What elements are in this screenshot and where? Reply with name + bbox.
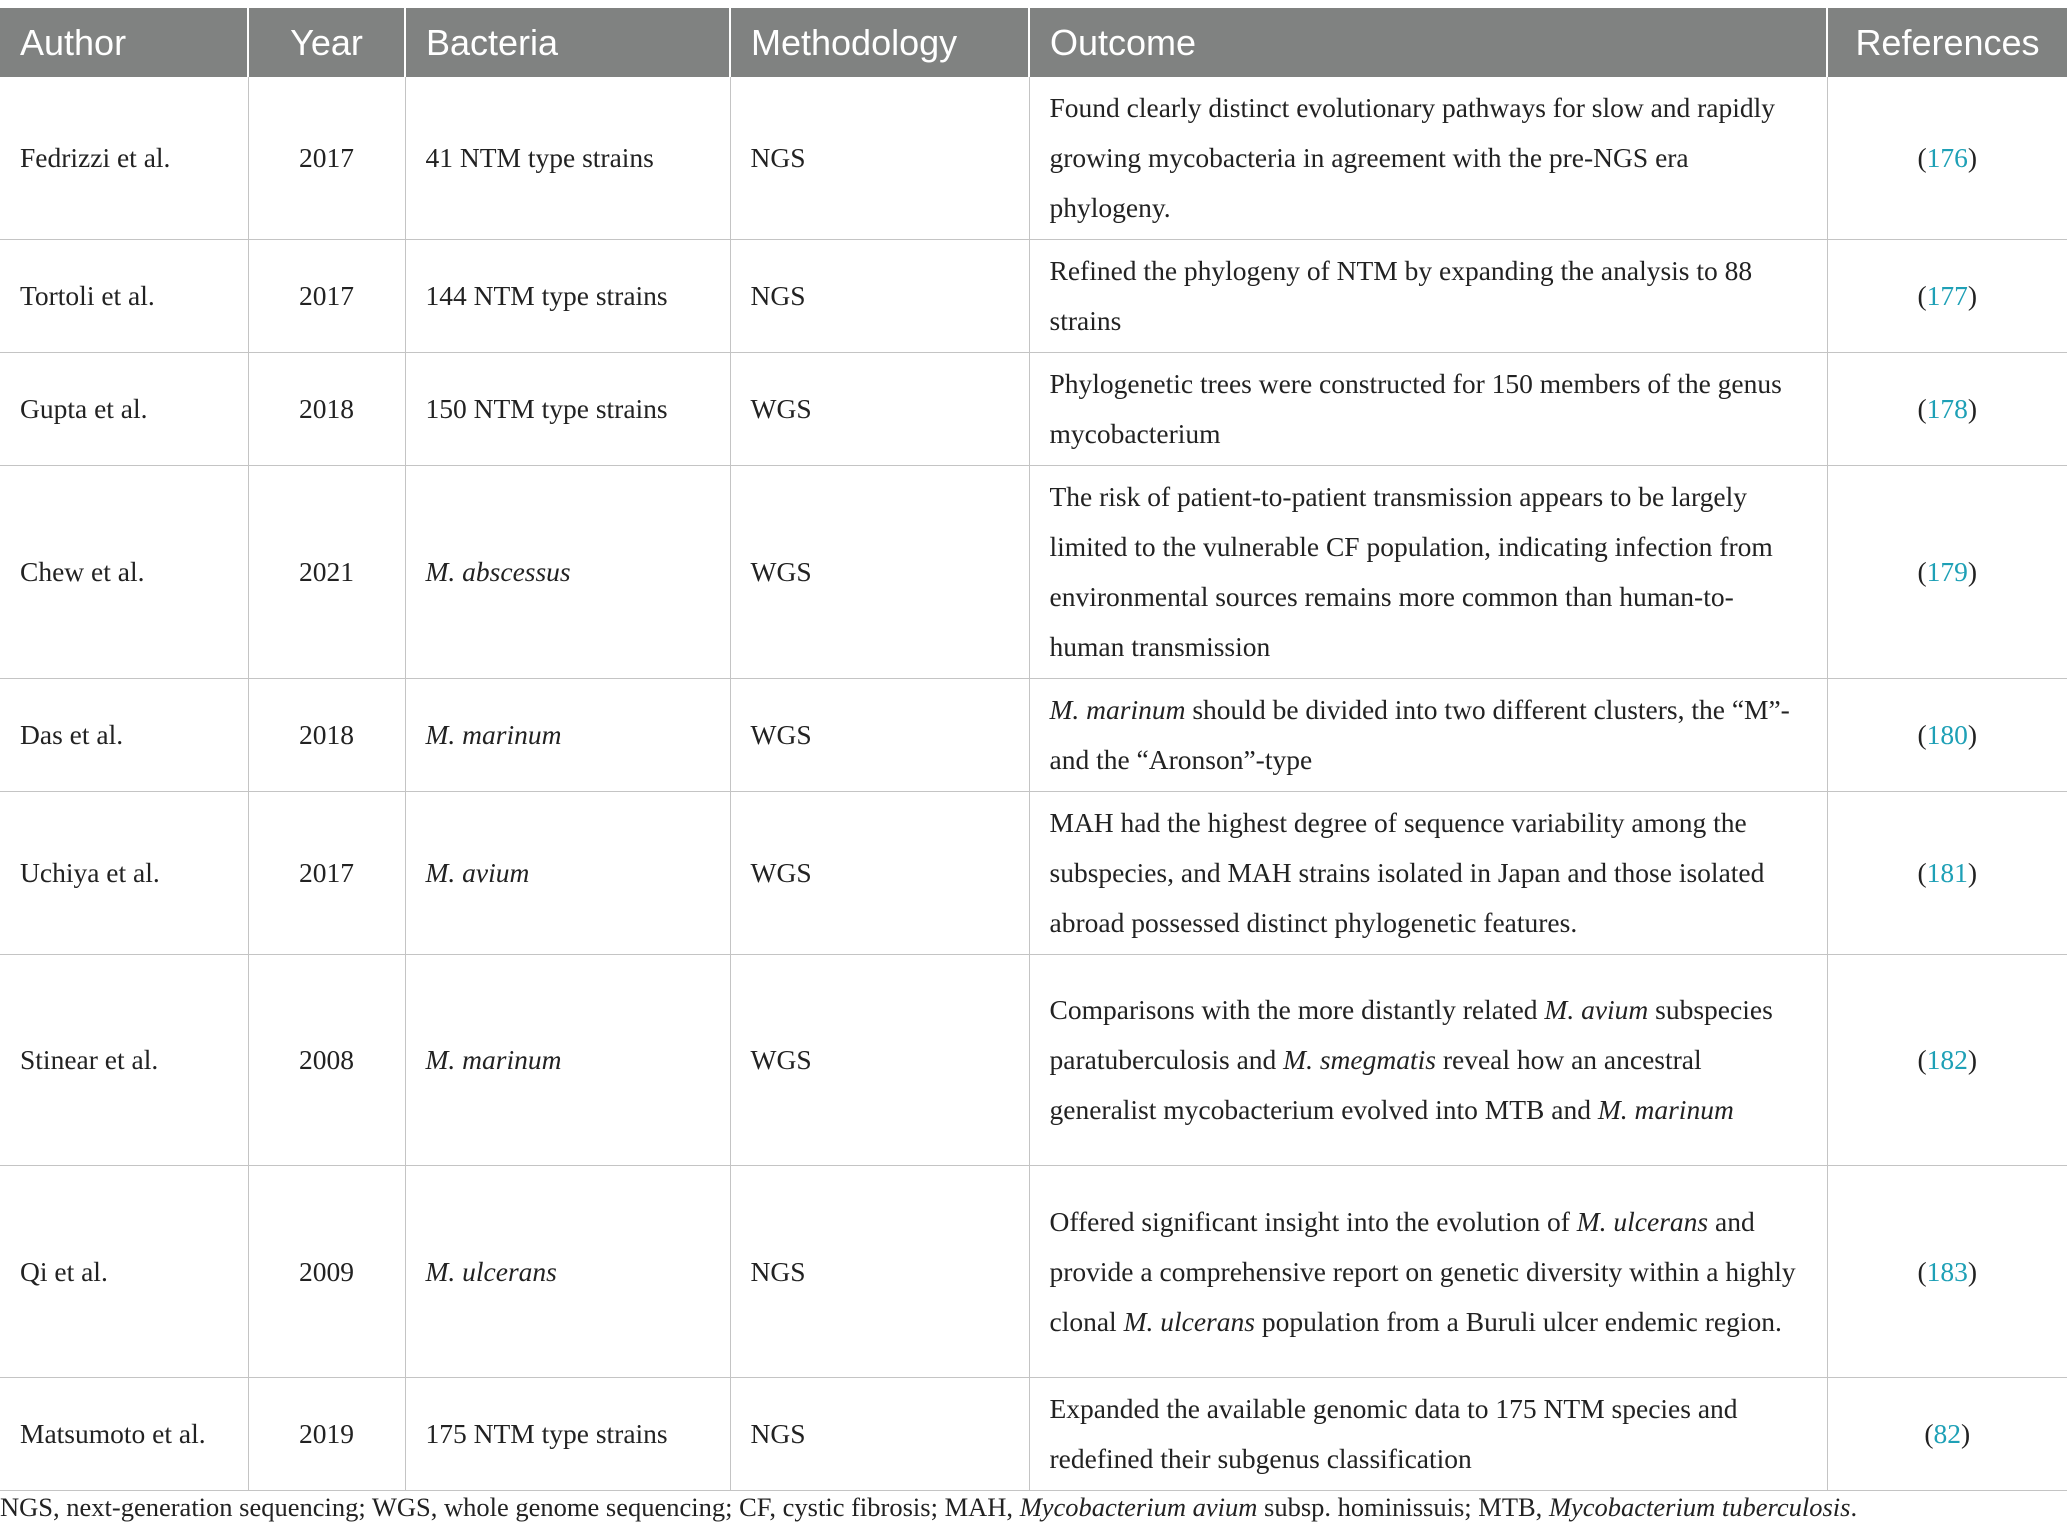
- reference-link[interactable]: 180: [1926, 719, 1968, 750]
- ref-paren-close: ): [1967, 393, 1978, 424]
- reference-link[interactable]: 183: [1926, 1255, 1968, 1287]
- year-cell: 2017: [248, 77, 405, 240]
- bacteria-cell: [405, 77, 730, 240]
- bacteria-cell: [405, 679, 730, 792]
- year-cell: 2018: [248, 679, 405, 792]
- ref-paren-close: ): [1967, 142, 1978, 173]
- year-cell: 2008: [248, 955, 405, 1166]
- bacteria-cell: [405, 353, 730, 466]
- methodology-cell: NGS: [730, 77, 1029, 240]
- header-row: [0, 8, 2067, 77]
- italic-text-run: M. ulcerans: [1123, 1305, 1255, 1337]
- table-row: [0, 955, 2067, 1166]
- table-row: [0, 353, 2067, 466]
- year-cell: 2018: [248, 353, 405, 466]
- year-cell: 2019: [248, 1378, 405, 1491]
- methodology-cell: WGS: [730, 955, 1029, 1166]
- bacteria-cell: [405, 792, 730, 955]
- italic-text-run: M. marinum: [425, 1044, 562, 1075]
- text-run: 175 NTM type strains: [425, 1418, 668, 1449]
- table-row: [0, 240, 2067, 353]
- ref-paren-open: (: [1917, 1255, 1927, 1287]
- outcome-cell: [1029, 240, 1827, 353]
- bacteria-cell: [405, 466, 730, 679]
- reference-link[interactable]: 182: [1926, 1044, 1968, 1075]
- text-run: MAH had the highest degree of sequence variability among the subspecies, and MAH strains isolated in Japan and those isolated abroad possessed distinct phylogenetic features.: [1049, 807, 1765, 938]
- ref-paren-close: ): [1961, 1418, 1971, 1449]
- header-year: Year: [248, 8, 405, 77]
- text-run: 144 NTM type strains: [425, 280, 668, 311]
- text-run: 150 NTM type strains: [425, 393, 668, 424]
- italic-text-run: M. marinum: [425, 719, 562, 750]
- methodology-cell: WGS: [730, 466, 1029, 679]
- author-cell: Chew et al.: [0, 466, 248, 679]
- outcome-cell: [1029, 679, 1827, 792]
- author-cell: Stinear et al.: [0, 955, 248, 1166]
- table-row: [0, 1166, 2067, 1378]
- reference-cell: [1827, 77, 2067, 240]
- outcome-cell: [1029, 1378, 1827, 1491]
- bacteria-cell: [405, 1166, 730, 1378]
- italic-text-run: M. abscessus: [425, 556, 571, 587]
- text-run: and provide a comprehensive report on genetic diversity within a highly clonal: [1049, 1205, 1796, 1337]
- italic-text-run: Mycobacterium avium: [1019, 1492, 1258, 1522]
- text-run: population from a Buruli ulcer endemic region.: [1254, 1305, 1782, 1337]
- ref-paren-close: ): [1967, 857, 1978, 888]
- year-cell: 2021: [248, 466, 405, 679]
- header-methodology: Methodology: [730, 8, 1029, 77]
- header-bacteria: Bacteria: [405, 8, 730, 77]
- ref-paren-open: (: [1917, 393, 1927, 424]
- bacteria-cell: [405, 240, 730, 353]
- ref-paren-close: ): [1967, 719, 1978, 750]
- ref-paren-open: (: [1924, 1418, 1934, 1449]
- text-run: 41 NTM type strains: [425, 142, 654, 173]
- ref-paren-open: (: [1917, 556, 1927, 587]
- reference-cell: [1827, 1166, 2067, 1378]
- reference-cell: [1827, 792, 2067, 955]
- author-cell: Gupta et al.: [0, 353, 248, 466]
- outcome-cell: [1029, 1166, 1827, 1378]
- ref-paren-open: (: [1917, 719, 1927, 750]
- table-row: [0, 792, 2067, 955]
- reference-link[interactable]: 178: [1926, 393, 1968, 424]
- italic-text-run: M. marinum: [1049, 694, 1186, 725]
- year-cell: 2017: [248, 792, 405, 955]
- header-references: References: [1855, 21, 2040, 63]
- table-container: [0, 8, 2067, 1491]
- author-cell: Fedrizzi et al.: [0, 77, 248, 240]
- text-run: Offered significant insight into the evolution of: [1049, 1205, 1577, 1237]
- outcome-cell: [1029, 792, 1827, 955]
- italic-text-run: M. smegmatis: [1283, 1044, 1436, 1075]
- year-cell: 2017: [248, 240, 405, 353]
- reference-cell: [1827, 240, 2067, 353]
- reference-cell: [1827, 353, 2067, 466]
- table-row: [0, 1378, 2067, 1491]
- bacteria-cell: [405, 955, 730, 1166]
- reference-link[interactable]: 177: [1926, 280, 1968, 311]
- reference-cell: [1827, 466, 2067, 679]
- methodology-cell: WGS: [730, 792, 1029, 955]
- italic-text-run: M. ulcerans: [1576, 1205, 1709, 1237]
- text-run: NGS, next-generation sequencing; WGS, whole genome sequencing; CF, cystic fibrosis; MAH,: [0, 1492, 1020, 1522]
- methodology-cell: NGS: [730, 1378, 1029, 1491]
- text-run: subspecies paratuberculosis and: [1049, 994, 1773, 1075]
- reference-link[interactable]: 181: [1926, 857, 1968, 888]
- text-run: subsp. hominissuis; MTB,: [1257, 1492, 1549, 1522]
- author-cell: Uchiya et al.: [0, 792, 248, 955]
- ref-paren-close: ): [1967, 1255, 1978, 1287]
- italic-text-run: M. avium: [1544, 994, 1649, 1025]
- italic-text-run: Mycobacterium tuberculosis: [1548, 1492, 1851, 1522]
- ref-paren-open: (: [1917, 857, 1927, 888]
- text-run: Comparisons with the more distantly related: [1049, 994, 1545, 1025]
- author-cell: Das et al.: [0, 679, 248, 792]
- author-cell: Qi et al.: [0, 1166, 248, 1378]
- text-run: Refined the phylogeny of NTM by expanding the analysis to 88 strains: [1049, 255, 1753, 336]
- author-cell: Matsumoto et al.: [0, 1378, 248, 1491]
- reference-cell: [1827, 1378, 2067, 1491]
- text-run: Expanded the available genomic data to 175 NTM species and redefined their subgenus classification: [1049, 1393, 1738, 1474]
- methodology-cell: WGS: [730, 353, 1029, 466]
- text-run: Found clearly distinct evolutionary pathways for slow and rapidly growing mycobacteria in agreement with the pre-NGS era phylogeny.: [1049, 92, 1776, 223]
- outcome-cell: [1029, 466, 1827, 679]
- author-cell: Tortoli et al.: [0, 240, 248, 353]
- table-row: [0, 679, 2067, 792]
- ref-paren-close: ): [1967, 1044, 1978, 1075]
- italic-text-run: M. ulcerans: [425, 1255, 557, 1287]
- italic-text-run: M. avium: [425, 857, 530, 888]
- text-run: .: [1850, 1492, 1858, 1522]
- ref-paren-open: (: [1917, 1044, 1927, 1075]
- outcome-cell: [1029, 955, 1827, 1166]
- ref-paren-close: ): [1967, 280, 1978, 311]
- ref-paren-open: (: [1917, 280, 1927, 311]
- ref-paren-close: ): [1967, 556, 1978, 587]
- outcome-cell: [1029, 353, 1827, 466]
- year-cell: 2009: [248, 1166, 405, 1378]
- text-run: reveal how an ancestral generalist mycobacterium evolved into MTB and: [1049, 1044, 1702, 1125]
- text-run: Phylogenetic trees were constructed for 150 members of the genus mycobacterium: [1049, 368, 1782, 449]
- text-run: The risk of patient-to-patient transmission appears to be largely limited to the vulnerable CF population, indicating infection from environmental sources remains more common than human-to-human transmission: [1049, 481, 1773, 662]
- reference-cell: [1827, 679, 2067, 792]
- bacteria-cell: [405, 1378, 730, 1491]
- reference-link[interactable]: 179: [1926, 556, 1968, 587]
- header-outcome: Outcome: [1029, 8, 1827, 77]
- header-author: Author: [0, 8, 248, 77]
- table-header: [0, 8, 2067, 77]
- methodology-cell: NGS: [730, 240, 1029, 353]
- ntm-phylogeny-table: [0, 8, 2067, 1491]
- table-body: [0, 77, 2067, 1491]
- table-footnote: [0, 1492, 2067, 1523]
- methodology-cell: WGS: [730, 679, 1029, 792]
- table-row: [0, 466, 2067, 679]
- italic-text-run: M. marinum: [1597, 1094, 1734, 1125]
- ref-paren-open: (: [1917, 142, 1927, 173]
- reference-link[interactable]: 176: [1926, 142, 1968, 173]
- reference-cell: [1827, 955, 2067, 1166]
- reference-link[interactable]: 82: [1933, 1418, 1961, 1449]
- text-run: should be divided into two different clusters, the “M”- and the “Aronson”-type: [1049, 694, 1790, 775]
- methodology-cell: NGS: [730, 1166, 1029, 1378]
- table-row: [0, 77, 2067, 240]
- outcome-cell: [1029, 77, 1827, 240]
